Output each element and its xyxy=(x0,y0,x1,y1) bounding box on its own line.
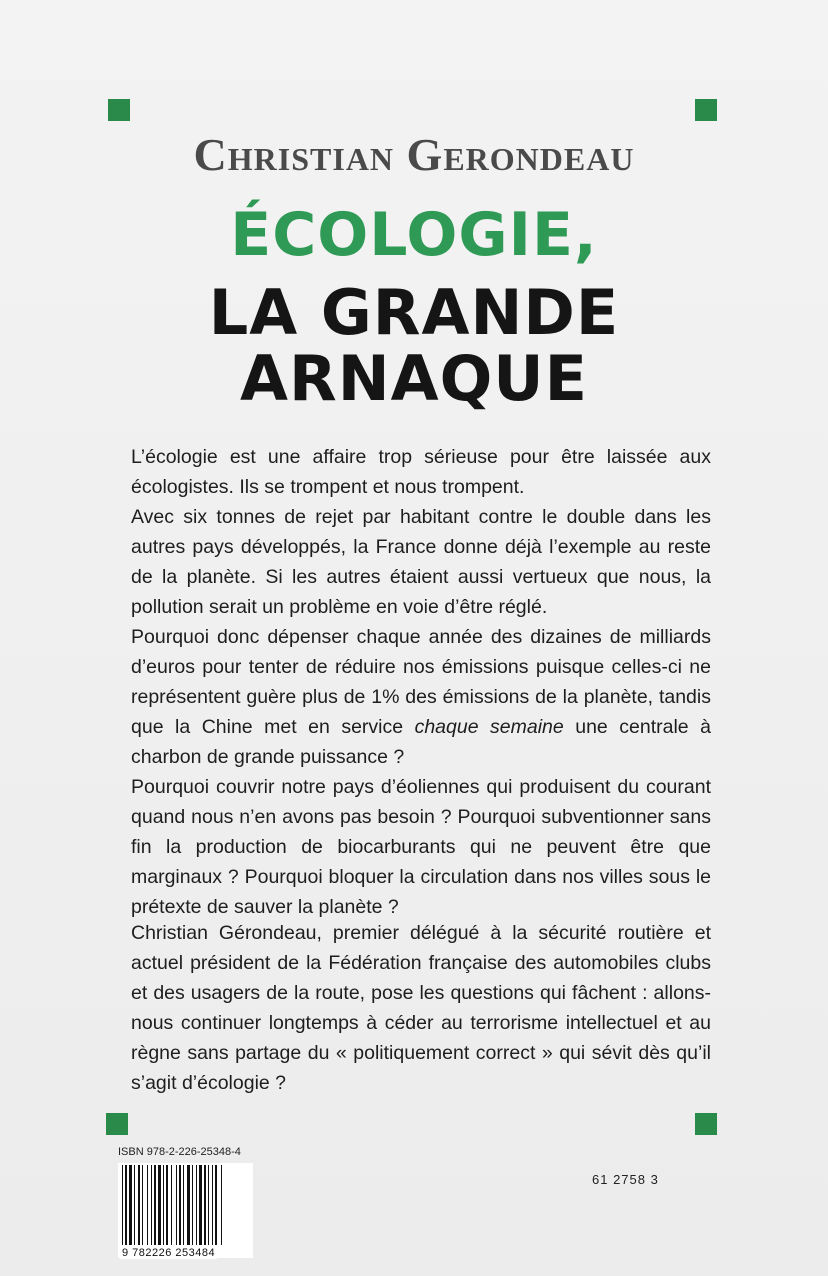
barcode-bar xyxy=(196,1165,197,1245)
barcode xyxy=(118,1163,253,1258)
barcode-bar xyxy=(208,1165,209,1245)
blurb-text xyxy=(131,442,711,922)
barcode-bar xyxy=(171,1165,172,1245)
barcode-bar xyxy=(154,1165,156,1245)
title-line-2: LA GRANDE xyxy=(208,276,620,349)
title-line-3: ARNAQUE xyxy=(240,342,588,415)
barcode-bar xyxy=(212,1165,213,1245)
author-bio xyxy=(131,918,711,1098)
barcode-bar xyxy=(125,1165,127,1245)
blurb-paragraph-2: Avec six tonnes de rejet par habitant contre le double dans les autres pays développés, la France donne déjà l’exemple au reste de la planète. Si les autres étaient aussi vertueux que nous, la pollution serait un problème en voie d’être réglé. xyxy=(131,506,711,618)
author-name: Christian Gerondeau xyxy=(193,129,635,180)
barcode-bar xyxy=(134,1165,135,1245)
barcode-bar xyxy=(158,1165,161,1245)
blurb-p3-start: Pourquoi donc dépenser chaque année des dizaines de milliards d’euros pour tenter de réduire nos émissions puisque celles-ci ne représentent guère plus de 1% des émissions de la planète, tandis que la Chine met en service xyxy=(131,626,711,738)
decorative-square-bottom-left xyxy=(106,1113,128,1135)
blurb-p3-end: une centrale à charbon de grande puissance ? xyxy=(131,716,711,768)
barcode-bar xyxy=(204,1165,206,1245)
decorative-square-top-right xyxy=(695,99,717,121)
barcode-bar xyxy=(129,1165,132,1245)
blurb-p3-emphasis: chaque semaine xyxy=(414,716,564,738)
blurb-paragraph-5: Christian Gérondeau, premier délégué à la sécurité routière et actuel président de la Fédération française des automobiles clubs et des usagers de la route, pose les questions qui fâchent : allons-nous continuer longtemps à céder au terrorisme intellectuel et au règne sans partage du « politiquement correct » qui sévit dès qu’il s’agit d’écologie ? xyxy=(131,922,711,1094)
barcode-number: 9 782226 253484 xyxy=(122,1247,216,1259)
barcode-bar xyxy=(142,1165,143,1245)
barcode-bar xyxy=(187,1165,190,1245)
blurb-paragraph-1: L’écologie est une affaire trop sérieuse pour être laissée aux écologistes. Ils se trompent et nous trompent. xyxy=(131,446,711,498)
barcode-bar xyxy=(166,1165,168,1245)
barcode-bars xyxy=(118,1163,253,1247)
barcode-bar xyxy=(138,1165,140,1245)
barcode-bar xyxy=(176,1165,177,1245)
barcode-bar xyxy=(221,1165,222,1245)
blurb-paragraph-4: Pourquoi couvrir notre pays d’éoliennes qui produisent du courant quand nous n’en avons pas besoin ? Pourquoi subventionner sans fin la production de biocarburants qui ne peuvent être que marginaux ? Pourquoi bloquer la circulation dans nos villes sous le prétexte de sauver la planète ? xyxy=(131,776,711,918)
barcode-bar xyxy=(192,1165,193,1245)
barcode-bar xyxy=(147,1165,148,1245)
barcode-bar xyxy=(215,1165,217,1245)
barcode-bar xyxy=(163,1165,164,1245)
barcode-bar xyxy=(199,1165,202,1245)
barcode-bar xyxy=(179,1165,181,1245)
barcode-bar xyxy=(122,1165,123,1245)
barcode-bar xyxy=(183,1165,184,1245)
blurb-paragraph-3 xyxy=(131,622,711,772)
decorative-square-bottom-right xyxy=(695,1113,717,1135)
product-code: 61 2758 3 xyxy=(592,1172,659,1187)
barcode-bar xyxy=(151,1165,152,1245)
title-line-1: ÉCOLOGIE, xyxy=(230,200,598,270)
isbn: ISBN 978-2-226-25348-4 xyxy=(118,1146,241,1158)
decorative-square-top-left xyxy=(108,99,130,121)
